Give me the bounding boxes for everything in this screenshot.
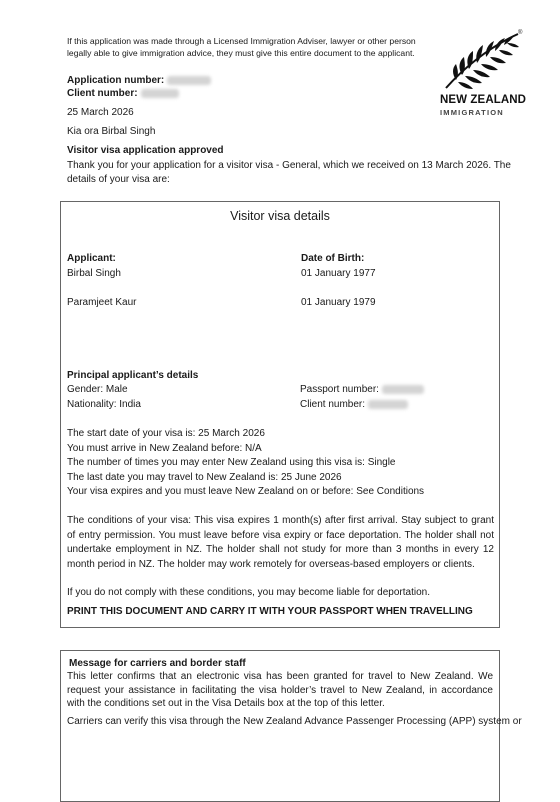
visa-start-date: The start date of your visa is: 25 March 2026	[67, 428, 265, 439]
logo-line-1: NEW ZEALAND	[440, 94, 527, 106]
letter-subject: Visitor visa application approved	[67, 145, 224, 156]
gender: Gender: Male	[67, 384, 128, 395]
applicant-name-1: Birbal Singh	[67, 268, 121, 279]
conditions-paragraph: The conditions of your visa: This visa expires 1 month(s) after first arrival. Stay subject to grant of entry permission. You must leave before visa expiry or face deportation. The holder shall not undertake employment in NZ. The holder shall not study for more than 3 months in every 12 month period in NZ. The holder may work remotely for overseas-based employers or clients.	[67, 515, 494, 570]
applicant-dob-2: 01 January 1979	[301, 297, 376, 308]
redacted-principal-client-number	[368, 400, 408, 409]
last-travel-date: The last date you may travel to New Zealand is: 25 June 2026	[67, 472, 342, 483]
visa-expiry: Your visa expires and you must leave New Zealand on or before: See Conditions	[67, 486, 425, 497]
carriers-paragraph-2: Carriers can verify this visa through the New Zealand Advance Passenger Processing (APP) system or	[67, 716, 522, 727]
applicant-name-2: Paramjeet Kaur	[67, 297, 137, 308]
redacted-application-number	[167, 76, 211, 85]
redacted-passport-number	[382, 385, 424, 394]
logo-line-2: IMMIGRATION	[440, 108, 504, 117]
intro-line-1: Thank you for your application for a visitor visa - General, which we received on 13 March 2026. The	[67, 160, 511, 171]
applicant-dob-1: 01 January 1977	[301, 268, 376, 279]
nationality: Nationality: India	[67, 399, 141, 410]
application-number: Application number:	[67, 74, 211, 87]
disclaimer-line-2: legally able to give immigration advice, they must give this entire document to the applicant.	[67, 48, 415, 58]
visa-details-title: Visitor visa details	[230, 209, 330, 223]
greeting: Kia ora Birbal Singh	[67, 126, 156, 137]
letter-date: 25 March 2026	[67, 107, 134, 118]
carriers-paragraph-1: This letter confirms that an electronic visa has been granted for travel to New Zealand. We request your assistance in facilitating the visa holder’s travel to New Zealand, in accordance with the conditions set out in the Visa Details box at the top of this letter.	[67, 671, 493, 709]
print-notice: PRINT THIS DOCUMENT AND CARRY IT WITH YOUR PASSPORT WHEN TRAVELLING	[67, 606, 473, 617]
principal-client-number: Client number:	[300, 398, 408, 411]
intro-line-2: details of your visa are:	[67, 174, 170, 185]
applicant-label: Applicant:	[67, 253, 116, 264]
passport-number: Passport number:	[300, 383, 424, 396]
entry-count: The number of times you may enter New Zealand using this visa is: Single	[67, 457, 396, 468]
immigration-nz-logo	[440, 30, 530, 120]
dob-label: Date of Birth:	[301, 253, 365, 264]
client-number: Client number:	[67, 87, 179, 100]
deportation-warning: If you do not comply with these conditions, you may become liable for deportation.	[67, 587, 430, 598]
arrive-before: You must arrive in New Zealand before: N/A	[67, 443, 262, 454]
disclaimer-line-1: If this application was made through a Licensed Immigration Adviser, lawyer or other person	[67, 36, 416, 46]
silver-fern-icon	[442, 30, 522, 90]
registered-mark: ®	[518, 30, 523, 36]
principal-heading: Principal applicant’s details	[67, 370, 199, 381]
carriers-heading: Message for carriers and border staff	[69, 658, 246, 669]
redacted-client-number	[141, 89, 179, 98]
